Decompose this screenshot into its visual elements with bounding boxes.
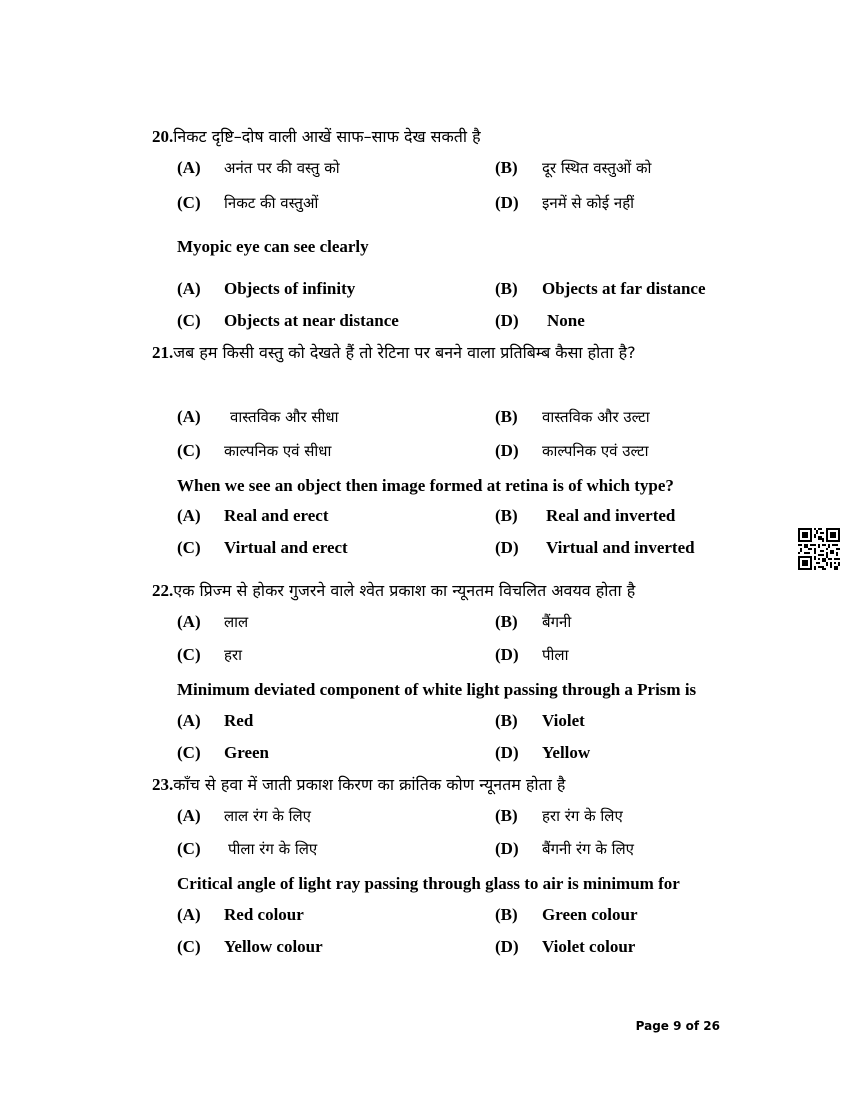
question-23-english: Critical angle of light ray passing through glass to air is minimum for (177, 874, 680, 893)
q20-english-option-d: (D) None (495, 311, 585, 330)
q20-hindi-option-b: (B) दूर स्थित वस्तुओं को (495, 158, 652, 177)
q20-hindi-option-a: (A) अनंत पर की वस्तु को (177, 158, 340, 177)
question-text: काँच से हवा में जाती प्रकाश किरण का क्रांतिक कोण न्यूनतम होता है (173, 775, 566, 794)
q23-english-option-c: (C) Yellow colour (177, 937, 323, 956)
q21-english-option-b: (B) Real and inverted (495, 506, 676, 525)
q21-hindi-option-a: (A) वास्तविक और सीधा (177, 407, 339, 426)
qr-code-icon (798, 528, 840, 570)
q21-english-option-c: (C) Virtual and erect (177, 538, 348, 557)
q23-hindi-option-d: (D) बैंगनी रंग के लिए (495, 839, 634, 858)
q21-english-option-d: (D) Virtual and inverted (495, 538, 695, 557)
q20-english-option-c: (C) Objects at near distance (177, 311, 399, 330)
question-21-hindi (152, 336, 707, 369)
q22-hindi-option-b: (B) बैंगनी (495, 612, 572, 631)
question-22-hindi (152, 574, 712, 607)
q21-hindi-option-c: (C) काल्पनिक एवं सीधा (177, 441, 332, 460)
question-22-english: Minimum deviated component of white light passing through a Prism is (177, 680, 697, 699)
q23-english-option-a: (A) Red colour (177, 905, 304, 924)
q20-english-option-a: (A) Objects of infinity (177, 279, 356, 298)
question-text: निकट दृष्टि–दोष वाली आखें साफ–साफ देख सकती है (173, 127, 481, 146)
q22-hindi-option-d: (D) पीला (495, 645, 569, 664)
question-20-hindi (152, 120, 712, 153)
q23-hindi-option-b: (B) हरा रंग के लिए (495, 806, 623, 825)
question-number: 23. (152, 775, 174, 794)
q20-hindi-option-c: (C) निकट की वस्तुओं (177, 193, 319, 212)
page-number: Page 9 of 26 (635, 1019, 720, 1033)
q23-hindi-option-c: (C) पीला रंग के लिए (177, 839, 318, 858)
q22-hindi-option-a: (A) लाल (177, 612, 249, 631)
question-number: 20. (152, 127, 174, 146)
q22-english-option-c: (C) Green (177, 743, 270, 762)
q20-english-option-b: (B) Objects at far distance (495, 279, 706, 298)
question-number: 22. (152, 581, 174, 600)
question-21-english: When we see an object then image formed at retina is of which type? (177, 476, 674, 495)
question-text: जब हम किसी वस्तु को देखते हैं तो रेटिना पर बनने वाला प्रतिबिम्ब कैसा होता है? (173, 343, 636, 362)
q23-english-option-d: (D) Violet colour (495, 937, 636, 956)
q22-english-option-b: (B) Violet (495, 711, 585, 730)
q21-hindi-option-b: (B) वास्तविक और उल्टा (495, 407, 650, 426)
question-number: 21. (152, 343, 174, 362)
q23-hindi-option-a: (A) लाल रंग के लिए (177, 806, 311, 825)
q21-hindi-option-d: (D) काल्पनिक एवं उल्टा (495, 441, 649, 460)
q23-english-option-b: (B) Green colour (495, 905, 638, 924)
q21-english-option-a: (A) Real and erect (177, 506, 329, 525)
q22-english-option-d: (D) Yellow (495, 743, 591, 762)
q20-hindi-option-d: (D) इनमें से कोई नहीं (495, 193, 635, 212)
question-20-english: Myopic eye can see clearly (177, 237, 369, 256)
question-23-hindi (152, 768, 712, 801)
q22-english-option-a: (A) Red (177, 711, 254, 730)
q22-hindi-option-c: (C) हरा (177, 645, 242, 664)
question-text: एक प्रिज्म से होकर गुजरने वाले श्वेत प्रकाश का न्यूनतम विचलित अवयव होता है (173, 581, 636, 600)
